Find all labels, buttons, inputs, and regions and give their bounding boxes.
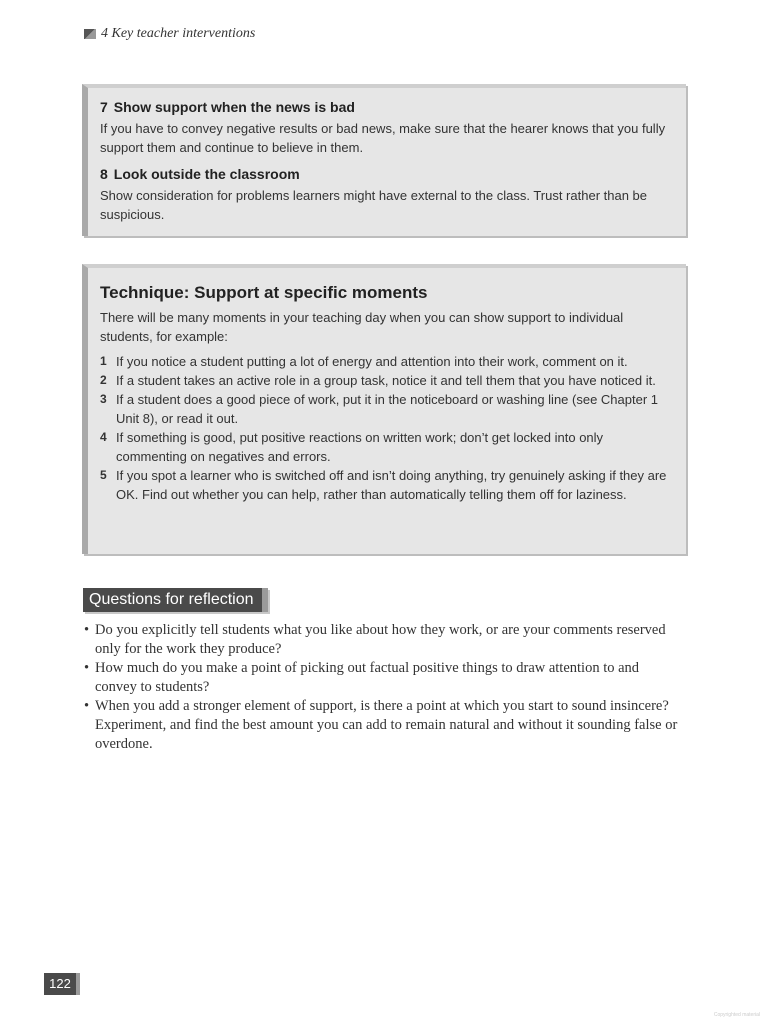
tip-section — [100, 165, 672, 224]
reflection-heading: Questions for reflection — [83, 588, 268, 612]
list-item — [100, 466, 672, 504]
running-header — [84, 26, 255, 42]
running-header-text: 4 Key teacher interventions — [101, 26, 256, 41]
copyright-note: Copyrighted material — [713, 1012, 760, 1018]
reflection-item — [84, 659, 684, 697]
tip-number: 8 — [100, 166, 108, 182]
bullet-icon: • — [84, 698, 90, 714]
technique-box — [82, 264, 686, 554]
reflection-item-text: Do you explicitly tell students what you like about how they work, or are your comments reserved only for the work they produce? — [95, 622, 666, 657]
reflection-item — [84, 621, 684, 659]
list-item-number: 5 — [100, 468, 107, 482]
page-number: 122 — [44, 973, 80, 995]
bullet-icon: • — [84, 622, 90, 638]
list-item-text: If you notice a student putting a lot of energy and attention into their work, comment on it. — [116, 354, 628, 369]
reflection-list — [84, 621, 684, 754]
list-item-text: If a student does a good piece of work, put it in the noticeboard or washing line (see Chapter 1 Unit 8), or read it out. — [116, 392, 659, 426]
tip-body: If you have to convey negative results or bad news, make sure that the hearer knows that you fully support them and continue to believe in them. — [100, 121, 666, 155]
technique-intro: There will be many moments in your teaching day when you can show support to individual students, for example: — [100, 310, 624, 344]
list-item — [100, 371, 672, 390]
list-item-number: 1 — [100, 354, 107, 368]
reflection-item — [84, 697, 684, 754]
list-item-text: If you spot a learner who is switched off and isn’t doing anything, try genuinely asking if they are OK. Find out whether you can help, rather than automatically telling them off for laziness. — [116, 468, 667, 502]
book-section-icon — [84, 29, 96, 39]
tips-box — [82, 84, 686, 236]
list-item-text: If something is good, put positive reactions on written work; don’t get locked into only commenting on negatives and errors. — [116, 430, 604, 464]
list-item-text: If a student takes an active role in a group task, notice it and tell them that you have noticed it. — [116, 373, 656, 388]
list-item-number: 4 — [100, 430, 107, 444]
tip-title: Show support when the news is bad — [113, 99, 355, 115]
list-item-number: 3 — [100, 392, 107, 406]
list-item — [100, 390, 672, 428]
tip-heading — [100, 98, 672, 116]
tip-title: Look outside the classroom — [113, 166, 300, 182]
tip-heading — [100, 165, 672, 183]
technique-title: Technique: Support at specific moments — [100, 283, 428, 302]
tip-number: 7 — [100, 99, 108, 115]
tip-section — [100, 98, 672, 157]
list-item — [100, 428, 672, 466]
bullet-icon: • — [84, 660, 90, 676]
tip-body: Show consideration for problems learners might have external to the class. Trust rather than be suspicious. — [100, 188, 648, 222]
list-item-number: 2 — [100, 373, 107, 387]
technique-list — [100, 352, 672, 504]
list-item — [100, 352, 672, 371]
reflection-item-text: When you add a stronger element of support, is there a point at which you start to sound insincere? Experiment, and find the best amount you can add to remain natural and without it sounding false or overdone. — [95, 698, 678, 752]
reflection-item-text: How much do you make a point of picking out factual positive things to draw attention to and convey to students? — [95, 660, 640, 695]
